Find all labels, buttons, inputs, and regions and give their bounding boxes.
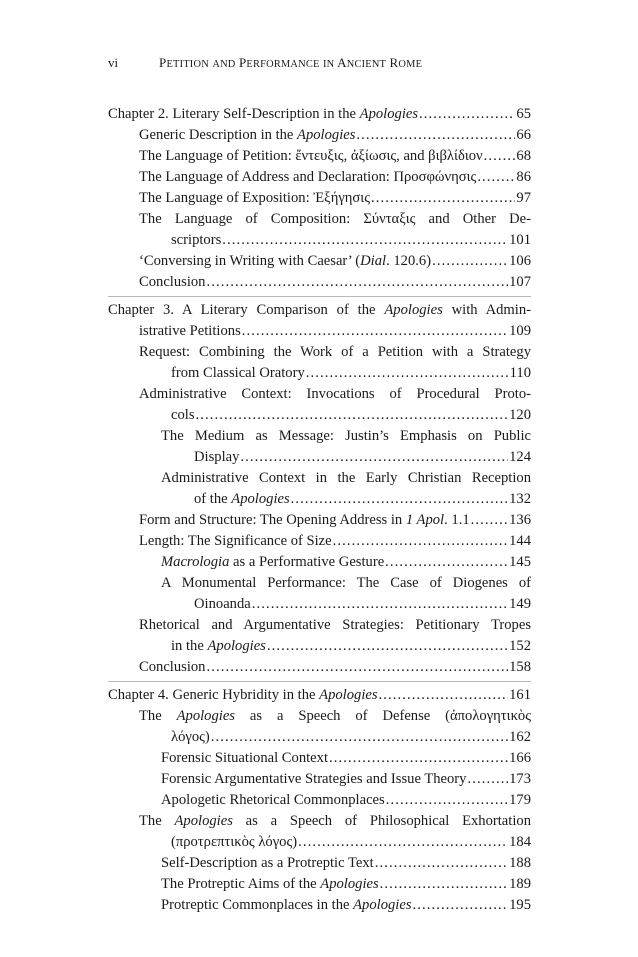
toc-entry-title: Length: The Significance of Size xyxy=(139,533,332,549)
toc-entry-title: Request: Combining the Work of a Petition with a Strategy xyxy=(139,344,531,360)
toc-entry-title: from Classical Oratory xyxy=(171,365,305,381)
table-of-contents xyxy=(108,104,531,916)
toc-entry-title: cols xyxy=(171,407,195,423)
toc-page-number: 189 xyxy=(509,876,531,892)
toc-entry-title: Apologetic Rhetorical Commonplaces xyxy=(161,792,385,808)
toc-section-entry[interactable] xyxy=(108,125,531,146)
dot-leader xyxy=(206,272,508,293)
toc-page-number: 195 xyxy=(509,897,531,913)
toc-entry-title: of the Apologies xyxy=(194,491,290,507)
dot-leader xyxy=(329,748,508,769)
toc-entry-title: Chapter 3. A Literary Comparison of the Apologies with Admin- xyxy=(108,302,531,318)
dot-leader xyxy=(240,447,508,468)
toc-subsection-entry[interactable] xyxy=(108,769,531,790)
toc-section-entry[interactable] xyxy=(108,167,531,188)
toc-section-entry[interactable] xyxy=(108,188,531,209)
dot-leader xyxy=(385,552,508,573)
toc-section-entry[interactable] xyxy=(108,251,531,272)
toc-section-entry[interactable] xyxy=(108,384,531,426)
toc-entry-title: (προτρεπτικὸς λόγος) xyxy=(171,834,298,850)
toc-section-entry[interactable] xyxy=(108,209,531,251)
dot-leader xyxy=(196,405,509,426)
toc-entry-title: A Monumental Performance: The Case of Diogenes of xyxy=(161,575,531,591)
dot-leader xyxy=(306,363,509,384)
running-title xyxy=(159,55,422,71)
toc-entry-title: The Apologies as a Speech of Philosophical Exhortation xyxy=(139,813,531,829)
toc-subsection-entry[interactable] xyxy=(108,748,531,769)
toc-page-number: 68 xyxy=(516,148,531,164)
toc-entry-title: λόγος) xyxy=(171,729,210,745)
dot-leader xyxy=(432,251,508,272)
toc-chapter-entry[interactable] xyxy=(108,300,531,342)
toc-page-number: 136 xyxy=(509,512,531,528)
toc-subsection-entry[interactable] xyxy=(108,468,531,510)
dot-leader xyxy=(242,321,508,342)
toc-section-entry[interactable] xyxy=(108,811,531,853)
toc-subsection-entry[interactable] xyxy=(108,426,531,468)
toc-divider xyxy=(108,296,531,297)
toc-section-entry[interactable] xyxy=(108,615,531,657)
toc-entry-title: Chapter 2. Literary Self-Description in the Apologies xyxy=(108,106,419,122)
toc-page-number: 106 xyxy=(509,253,531,269)
toc-page-number: 86 xyxy=(516,169,531,185)
toc-section-entry[interactable] xyxy=(108,531,531,552)
toc-page-number: 109 xyxy=(509,323,531,339)
toc-page-number: 188 xyxy=(509,855,531,871)
toc-section-entry[interactable] xyxy=(108,146,531,167)
dot-leader xyxy=(471,510,508,531)
toc-entry-title: Forensic Argumentative Strategies and Issue Theory xyxy=(161,771,467,787)
dot-leader xyxy=(413,895,509,916)
toc-subsection-entry[interactable] xyxy=(108,895,531,916)
toc-page-number: 161 xyxy=(509,687,531,703)
toc-entry-title: Administrative Context in the Early Christian Reception xyxy=(161,470,531,486)
toc-page-number: 97 xyxy=(516,190,531,206)
toc-section-entry[interactable] xyxy=(108,272,531,293)
toc-entry-title: Oinoanda xyxy=(194,596,251,612)
toc-page-number: 179 xyxy=(509,792,531,808)
toc-entry-title: Generic Description in the Apologies xyxy=(139,127,356,143)
toc-page-number: 124 xyxy=(509,449,531,465)
dot-leader xyxy=(252,594,508,615)
toc-entry-title: in the Apologies xyxy=(171,638,266,654)
toc-entry-title: Form and Structure: The Opening Address in 1 Apol. 1.1 xyxy=(139,512,470,528)
toc-page-number: 166 xyxy=(509,750,531,766)
toc-section-entry[interactable] xyxy=(108,657,531,678)
dot-leader xyxy=(375,853,508,874)
toc-page-number: 162 xyxy=(509,729,531,745)
toc-page-number: 173 xyxy=(509,771,531,787)
dot-leader xyxy=(267,636,508,657)
dot-leader xyxy=(419,104,515,125)
toc-subsection-entry[interactable] xyxy=(108,552,531,573)
toc-subsection-entry[interactable] xyxy=(108,790,531,811)
page-number: vi xyxy=(108,55,119,70)
toc-entry-title: Forensic Situational Context xyxy=(161,750,329,766)
toc-page-number: 145 xyxy=(509,554,531,570)
toc-entry-title: Protreptic Commonplaces in the Apologies xyxy=(161,897,412,913)
dot-leader xyxy=(477,167,515,188)
running-title-text: PETITION AND PERFORMANCE IN ANCIENT ROME xyxy=(159,55,423,70)
dot-leader xyxy=(298,832,508,853)
toc-divider xyxy=(108,681,531,682)
dot-leader xyxy=(380,874,508,895)
toc-entry-title: scriptors xyxy=(171,232,222,248)
dot-leader xyxy=(356,125,515,146)
toc-entry-title: ‘Conversing in Writing with Caesar’ (Dial. 120.6) xyxy=(139,253,432,269)
toc-page-number: 158 xyxy=(509,659,531,675)
dot-leader xyxy=(211,727,508,748)
toc-entry-title: Display xyxy=(194,449,240,465)
toc-entry-title: Rhetorical and Argumentative Strategies: Petitionary Tropes xyxy=(139,617,531,633)
toc-entry-title: The Apologies as a Speech of Defense (ἀπολογητικὸς xyxy=(139,708,532,724)
toc-page-number: 149 xyxy=(509,596,531,612)
dot-leader xyxy=(386,790,508,811)
toc-entry-title: Conclusion xyxy=(139,274,206,290)
toc-chapter-entry[interactable] xyxy=(108,104,531,125)
toc-page-number: 152 xyxy=(509,638,531,654)
dot-leader xyxy=(206,657,508,678)
toc-subsection-entry[interactable] xyxy=(108,573,531,615)
dot-leader xyxy=(222,230,508,251)
toc-page-number: 110 xyxy=(509,365,531,381)
toc-page-number: 144 xyxy=(509,533,531,549)
toc-entry-title: The Language of Exposition: Ἐξήγησις xyxy=(139,190,370,206)
toc-entry-title: Conclusion xyxy=(139,659,206,675)
toc-entry-title: Macrologia as a Performative Gesture xyxy=(161,554,385,570)
toc-page-number: 107 xyxy=(509,274,531,290)
toc-page-number: 120 xyxy=(509,407,531,423)
toc-page-number: 101 xyxy=(509,232,531,248)
dot-leader xyxy=(484,146,516,167)
running-header xyxy=(108,55,530,75)
toc-entry-title: The Protreptic Aims of the Apologies xyxy=(161,876,379,892)
toc-page-number: 132 xyxy=(509,491,531,507)
toc-chapter-entry[interactable] xyxy=(108,685,531,706)
toc-section-entry[interactable] xyxy=(108,342,531,384)
toc-entry-title: istrative Petitions xyxy=(139,323,241,339)
toc-section-entry[interactable] xyxy=(108,510,531,531)
dot-leader xyxy=(379,685,509,706)
toc-entry-title: The Medium as Message: Justin’s Emphasis on Public xyxy=(161,428,531,444)
toc-entry-title: Administrative Context: Invocations of Procedural Proto- xyxy=(139,386,531,402)
toc-entry-title: The Language of Composition: Σύνταξις and Other De- xyxy=(139,211,531,227)
toc-entry-title: Self-Description as a Protreptic Text xyxy=(161,855,374,871)
dot-leader xyxy=(333,531,508,552)
dot-leader xyxy=(291,489,508,510)
toc-entry-title: Chapter 4. Generic Hybridity in the Apologies xyxy=(108,687,378,703)
toc-entry-title: The Language of Address and Declaration: Προσφώνησις xyxy=(139,169,477,185)
toc-entry-title: The Language of Petition: ἔντευξις, ἀξίωσις, and βιβλίδιον xyxy=(139,148,483,164)
toc-page-number: 65 xyxy=(516,106,531,122)
dot-leader xyxy=(467,769,508,790)
dot-leader xyxy=(371,188,515,209)
toc-page-number: 184 xyxy=(509,834,531,850)
toc-page-number: 66 xyxy=(516,127,531,143)
toc-subsection-entry[interactable] xyxy=(108,853,531,874)
toc-subsection-entry[interactable] xyxy=(108,874,531,895)
toc-section-entry[interactable] xyxy=(108,706,531,748)
